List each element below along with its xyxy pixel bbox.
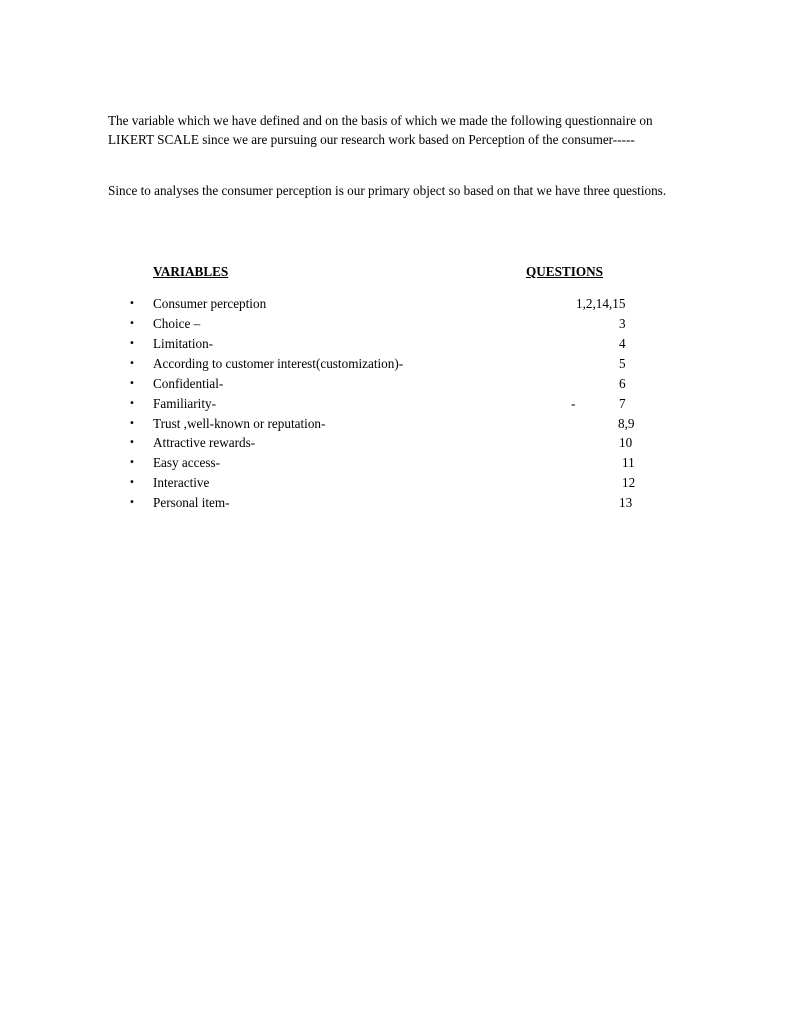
variable-label: Attractive rewards- <box>153 435 256 450</box>
variable-label: Confidential- <box>153 376 224 391</box>
variable-label: Limitation- <box>153 336 214 351</box>
list-item <box>0 355 791 375</box>
list-item <box>0 295 791 315</box>
list-item <box>0 375 791 395</box>
question-numbers: 13 <box>619 495 633 510</box>
list-item <box>0 494 791 514</box>
bullet-icon: • <box>129 338 135 349</box>
bullet-icon: • <box>129 437 135 448</box>
question-numbers: 10 <box>619 435 633 450</box>
list-item <box>0 315 791 335</box>
variable-label: Trust ,well-known or reputation- <box>153 416 326 431</box>
list-item <box>0 335 791 355</box>
variables-header: VARIABLES <box>153 264 229 279</box>
variable-label: Personal item- <box>153 495 230 510</box>
question-numbers: 8,9 <box>618 416 635 431</box>
question-numbers: 4 <box>619 336 626 351</box>
bullet-icon: • <box>129 298 135 309</box>
question-numbers: 11 <box>622 455 635 470</box>
variable-label: According to customer interest(customization)- <box>153 356 404 371</box>
bullet-icon: • <box>129 358 135 369</box>
question-numbers: 3 <box>619 316 626 331</box>
list-item <box>0 395 791 415</box>
bullet-icon: • <box>129 477 135 488</box>
question-numbers: 12 <box>622 475 636 490</box>
bullet-icon: • <box>129 497 135 508</box>
variable-label: Interactive <box>153 475 210 490</box>
variable-label: Choice – <box>153 316 201 331</box>
questions-header: QUESTIONS <box>526 264 603 279</box>
question-numbers: 7 <box>619 396 626 411</box>
variable-label: Familiarity- <box>153 396 216 411</box>
list-item <box>0 474 791 494</box>
list-item <box>0 454 791 474</box>
list-item <box>0 415 791 435</box>
bullet-icon: • <box>129 398 135 409</box>
dash-separator: - <box>571 396 576 411</box>
objective-paragraph: Since to analyses the consumer perception is our primary object so based on that we have three questions. <box>108 183 667 198</box>
bullet-icon: • <box>129 318 135 329</box>
list-item <box>0 434 791 454</box>
variable-label: Easy access- <box>153 455 220 470</box>
question-numbers: 1,2,14,15 <box>576 296 626 311</box>
bullet-icon: • <box>129 457 135 468</box>
question-numbers: 5 <box>619 356 626 371</box>
intro-paragraph: The variable which we have defined and on the basis of which we made the following questionnaire on LIKERT SCALE since we are pursuing our research work based on Perception of the consumer----- <box>108 113 653 147</box>
bullet-icon: • <box>129 378 135 389</box>
variable-label: Consumer perception <box>153 296 267 311</box>
question-numbers: 6 <box>619 376 626 391</box>
bullet-icon: • <box>129 418 135 429</box>
